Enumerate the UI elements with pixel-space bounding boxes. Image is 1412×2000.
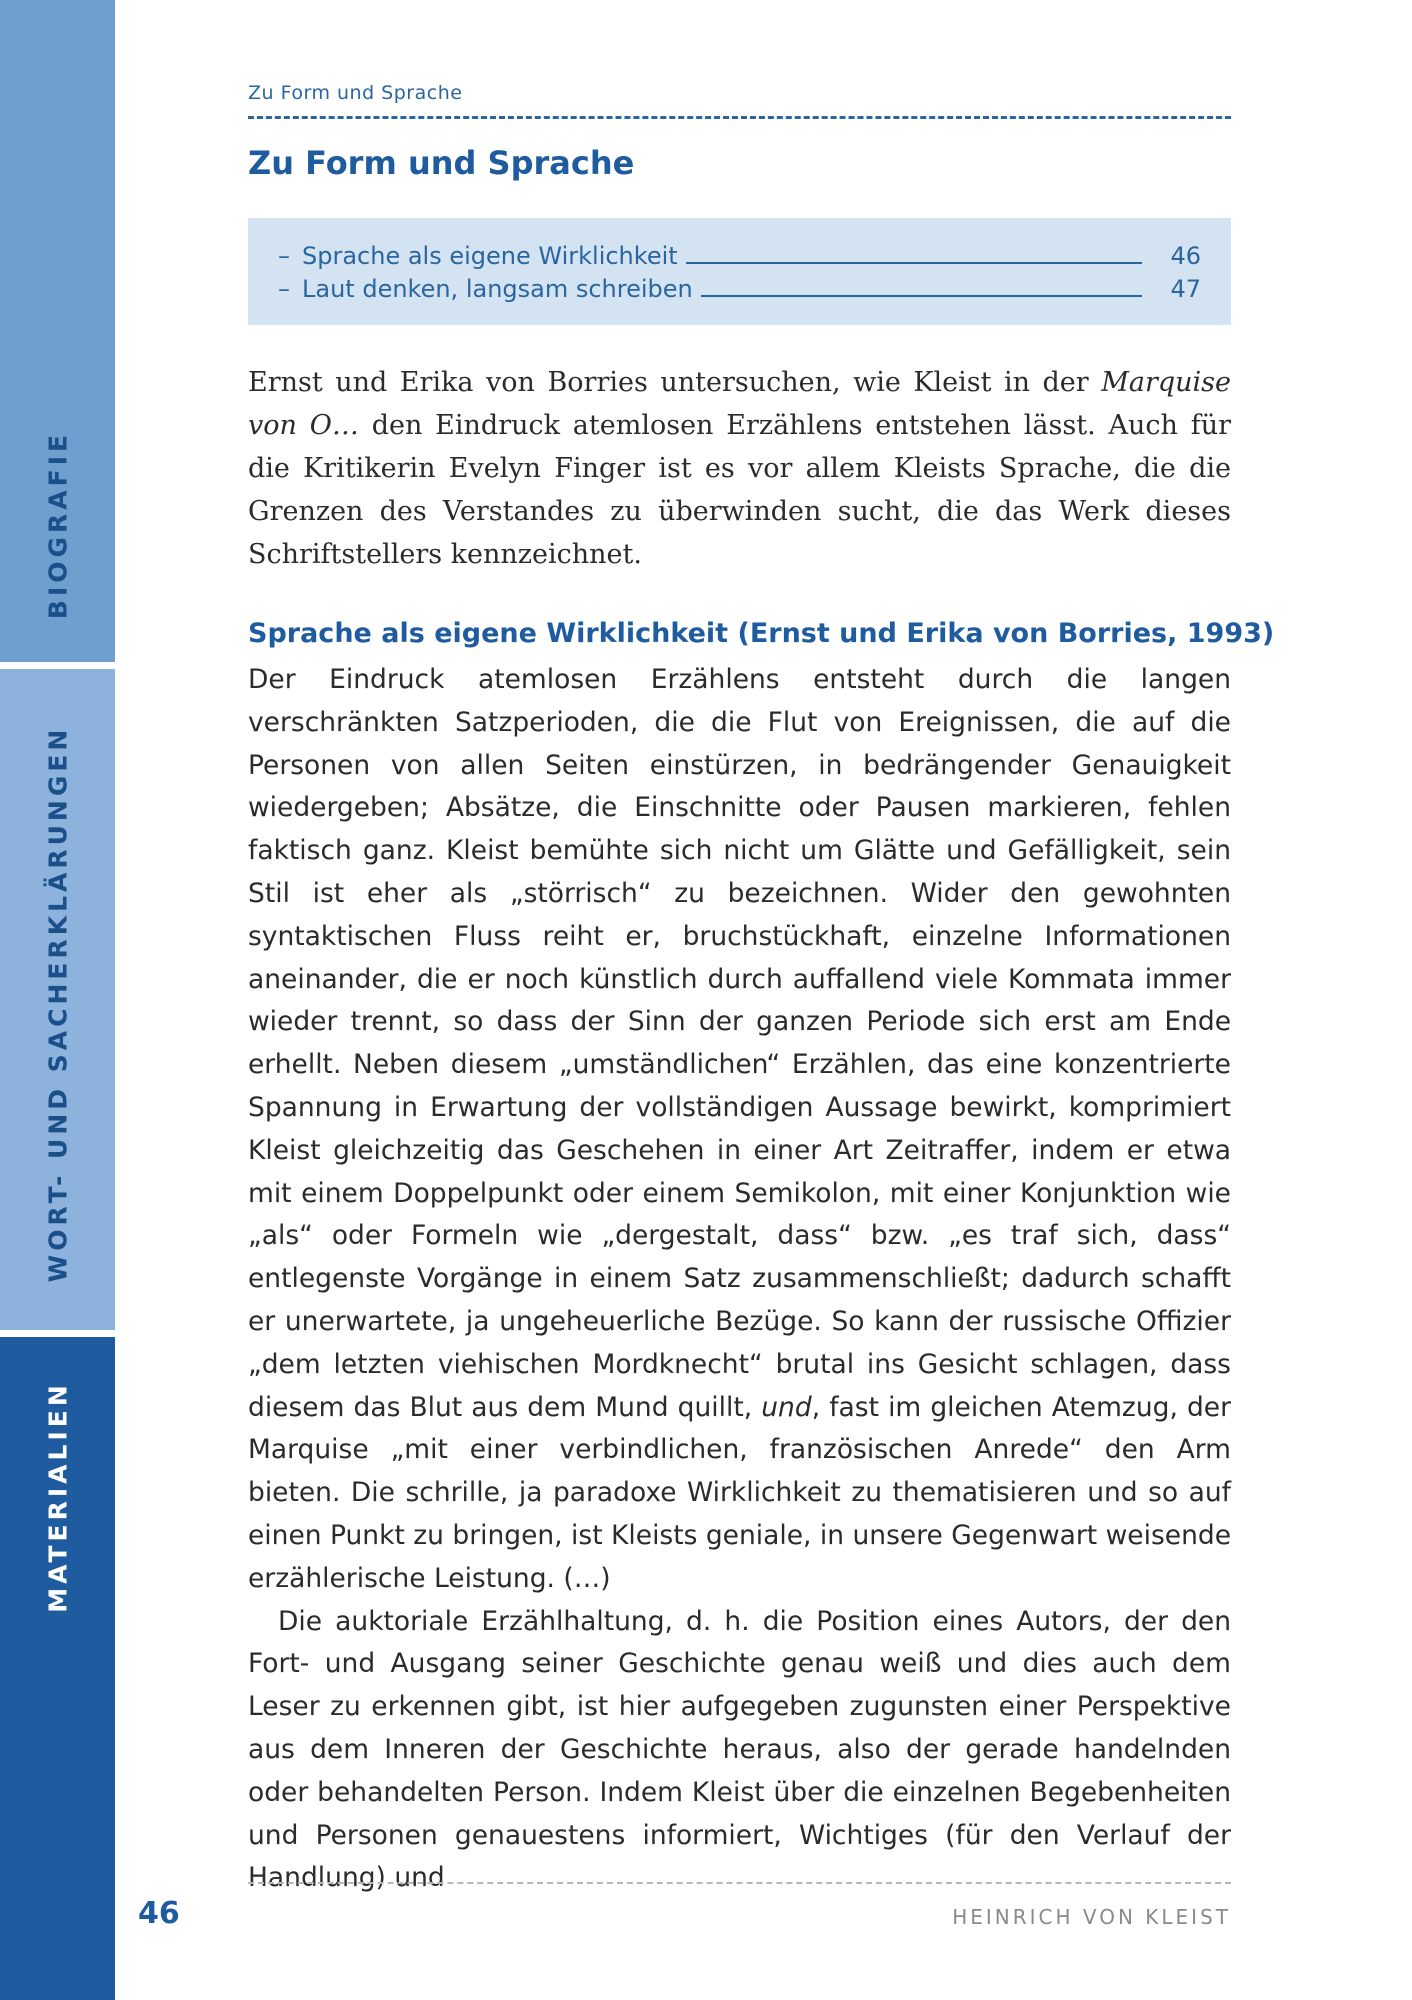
subsection-body: [248, 659, 1231, 1900]
toc-entry[interactable]: [278, 240, 1201, 270]
intro-text-1: Ernst und Erika von Borries untersuchen, wie Kleist in der: [248, 367, 1102, 398]
body-paragraph-1-emphasis: und: [761, 1391, 812, 1423]
toc-entry-dash: –: [278, 275, 290, 303]
section-title: Zu Form und Sprache: [248, 144, 635, 182]
tab-materialien[interactable]: [0, 1337, 115, 2000]
toc-entry-dash: –: [278, 242, 290, 270]
body-paragraph-2: Die auktoriale Erzählhaltung, d. h. die Position eines Autors, der den Fort- und Ausgang seiner Geschichte genau weiß und dies auch dem Leser zu erkennen gibt, ist hier aufgegeben zugunsten einer Perspektive aus dem Inneren der Geschichte heraus, also der gerade handelnden oder behandelten Person. Indem Kleist über die einzelnen Begebenheiten und Personen genauestens informiert, Wichtiges (für den Verlauf der Handlung) und: [248, 1605, 1231, 1894]
body-paragraph-1-text-a: Der Eindruck atemlosen Erzählens entsteht durch die langen verschränkten Satzperioden, die die Flut von Ereignissen, die auf die Personen von allen Seiten einstürzen, in bedrängender Genauigkeit wiedergeben; Absätze, die Einschnitte oder Pausen markieren, fehlen faktisch ganz. Kleist bemühte sich nicht um Glätte und Gefälligkeit, sein Stil ist eher als „störrisch“ zu bezeichnen. Wider den gewohnten syntaktischen Fluss reiht er, bruchstückhaft, einzelne Informationen aneinander, die er noch künstlich durch auffallend viele Kommata immer wieder trennt, so dass der Sinn der ganzen Periode sich erst am Ende erhellt. Neben diesem „umständlichen“ Erzählen, das eine konzentrierte Spannung in Erwartung der vollständigen Aussage bewirkt, komprimiert Kleist gleichzeitig das Geschehen in einer Art Zeitraffer, indem er etwa mit einem Doppelpunkt oder einem Semikolon, mit einer Konjunktion wie „als“ oder Formeln wie „dergestalt, dass“ bzw. „es traf sich, dass“ entlegenste Vorgänge in einem Satz zusammenschließt; dadurch schafft er unerwartete, ja ungeheuerliche Bezüge. So kann der russische Offizier „dem letzten viehischen Mordknecht“ brutal ins Gesicht schlagen, dass diesem das Blut aus dem Mund quillt,: [248, 664, 1231, 1423]
toc-leader-line: [701, 295, 1143, 297]
toc-entry-title: Sprache als eigene Wirklichkeit: [302, 242, 678, 270]
intro-text-2: den Eindruck atemlosen Erzählens entstehen lässt. Auch für die Kritikerin Evelyn Finger ist es vor allem Kleists Sprache, die die Grenzen des Verstandes zu überwinden sucht, die das Werk dieses Schriftstellers kennzeichnet.: [248, 410, 1231, 570]
running-head: Zu Form und Sprache: [248, 82, 463, 104]
section-sidebar: [0, 0, 115, 2000]
tab-wort-und-sacherklaerungen[interactable]: [0, 669, 115, 1330]
intro-work-title: Marquise von O…: [248, 367, 1231, 441]
body-paragraph-1-text-b: , fast im gleichen Atemzug, der Marquise „mit einer verbindlichen, französischen Anrede“ den Arm bieten. Die schrille, ja paradoxe Wirklichkeit zu thematisieren und so auf einen Punkt zu bringen, ist Kleists geniale, in unsere Gegenwart weisende erzählerische Leistung. (…): [248, 1391, 1231, 1594]
toc-box: [248, 218, 1231, 325]
body-paragraph-1: [248, 659, 1231, 1601]
toc-entry-page: 46: [1170, 242, 1201, 270]
page-number: 46: [138, 1896, 180, 1931]
book-title: HEINRICH VON KLEIST: [952, 1905, 1231, 1929]
tab-biografie[interactable]: [0, 0, 115, 662]
header-divider: [248, 116, 1231, 119]
toc-leader-line: [686, 262, 1143, 264]
tab-materialien-label: MATERIALIEN: [43, 1381, 73, 1613]
toc-entry-page: 47: [1170, 275, 1201, 303]
intro-paragraph: [248, 361, 1231, 576]
subsection-heading: Sprache als eigene Wirklichkeit (Ernst und Erika von Borries, 1993): [248, 618, 1275, 649]
tab-biografie-label: BIOGRAFIE: [43, 430, 73, 620]
footer-divider: [248, 1882, 1231, 1884]
toc-entry[interactable]: [278, 273, 1201, 303]
tab-wort-und-sacherklaerungen-label: WORT- UND SACHERKLÄRUNGEN: [43, 725, 73, 1283]
toc-entry-title: Laut denken, langsam schreiben: [302, 275, 693, 303]
